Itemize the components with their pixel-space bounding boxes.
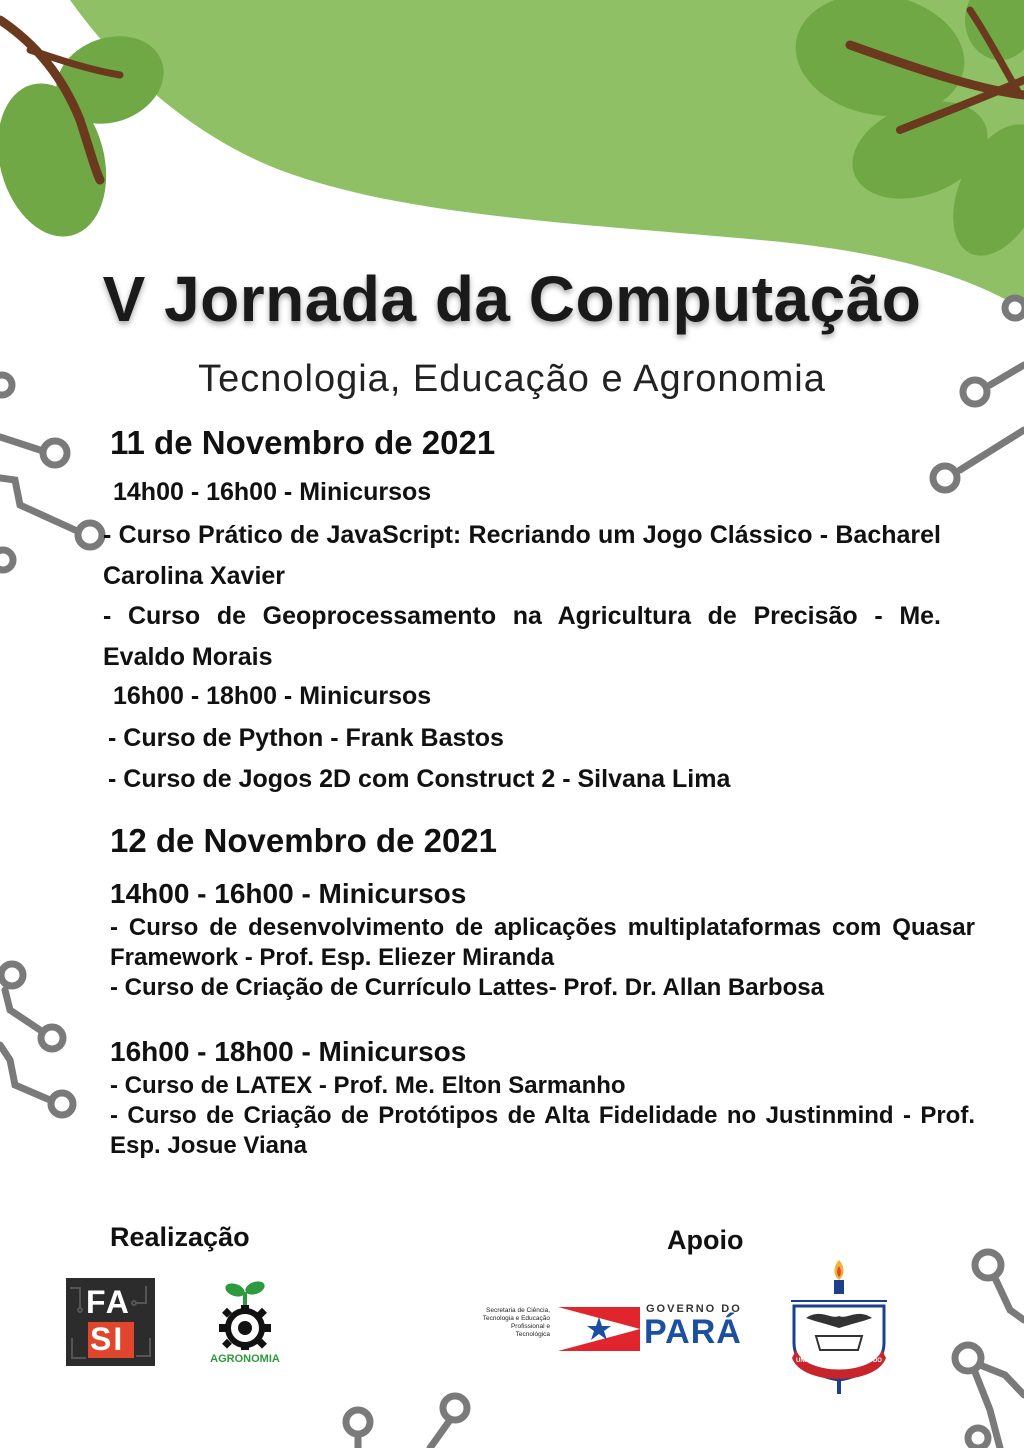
fasi-text-bottom: SI xyxy=(90,1321,125,1357)
day1-slot1-course-2: - Curso de Geoprocessamento na Agricultura de Precisão - Me. Evaldo Morais xyxy=(103,602,941,671)
day1-date: 11 de Novembro de 2021 xyxy=(110,424,496,461)
fasi-logo xyxy=(66,1278,155,1366)
fasi-text-top: FA xyxy=(86,1284,131,1320)
day1-slot2-time: 16h00 - 18h00 - Minicursos xyxy=(113,682,432,710)
day2-slot1-course-1: - Curso de desenvolvimento de aplicações multiplataformas com Quasar Framework - Prof. Esp. Eliezer Miranda xyxy=(110,914,975,971)
day2-slot2-time: 16h00 - 18h00 - Minicursos xyxy=(110,1036,467,1067)
day1-slot2-course-2: - Curso de Jogos 2D com Construct 2 - Silvana Lima xyxy=(108,765,731,793)
ufpa-logo xyxy=(786,1258,892,1398)
day1-slot1-course-1: - Curso Prático de JavaScript: Recriando um Jogo Clássico - Bacharel Carolina Xavier xyxy=(103,521,941,590)
agronomia-text: AGRONOMIA xyxy=(210,1353,280,1365)
para-text: PARÁ xyxy=(644,1313,742,1351)
governo-do-text: GOVERNO DO xyxy=(646,1303,742,1315)
agronomia-logo xyxy=(205,1278,285,1370)
circuit-left-middle-icon xyxy=(0,964,73,1115)
circuit-left-top-icon xyxy=(0,375,102,570)
day2-slot2-course-2: - Curso de Criação de Protótipos de Alta Fidelidade no Justinmind - Prof. Esp. Josue Viana xyxy=(110,1102,975,1159)
circuit-bottom-right-icon xyxy=(955,1252,1024,1448)
day2-slot1-course-2: - Curso de Criação de Currículo Lattes- Prof. Dr. Allan Barbosa xyxy=(110,974,824,1001)
circuit-bottom-icon xyxy=(346,1396,467,1448)
apoio-label: Apoio xyxy=(667,1225,744,1255)
ufpa-crest-icon xyxy=(786,1258,892,1398)
para-flag-icon xyxy=(558,1307,640,1351)
top-left-leaves-icon xyxy=(0,20,176,249)
realizacao-label: Realização xyxy=(110,1222,250,1252)
page-title: V Jornada da Computação xyxy=(102,263,922,335)
sprout-gear-icon xyxy=(205,1278,285,1350)
day2-slot1-time: 14h00 - 16h00 - Minicursos xyxy=(110,878,467,909)
ufpa-text: UNIVERSIDADE FEDERAL DO PARÁ xyxy=(796,1358,882,1370)
day1-slot1-time: 14h00 - 16h00 - Minicursos xyxy=(113,478,432,506)
day2-slot2-course-1: - Curso de LATEX - Prof. Me. Elton Sarmanho xyxy=(110,1072,626,1099)
day2-date: 12 de Novembro de 2021 xyxy=(110,822,498,859)
day1-slot2-course-1: - Curso de Python - Frank Bastos xyxy=(108,724,504,752)
page-subtitle: Tecnologia, Educação e Agronomia xyxy=(198,358,826,400)
governo-para-logo xyxy=(478,1303,744,1353)
secretaria-text: Secretaria de Ciência, Tecnologia e Educação Profissional e Tecnológica xyxy=(482,1307,550,1338)
